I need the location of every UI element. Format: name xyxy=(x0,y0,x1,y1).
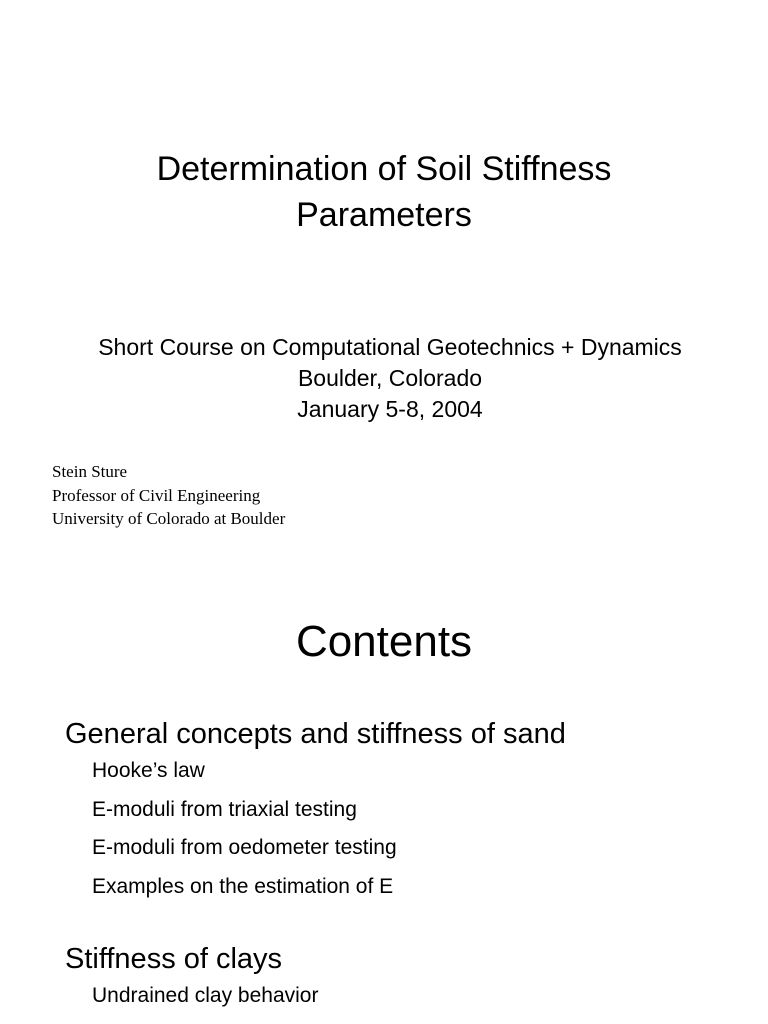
author-affiliation: University of Colorado at Boulder xyxy=(52,509,286,528)
section-items-clays xyxy=(92,983,318,1022)
list-item: Examples on the estimation of E xyxy=(92,874,394,898)
course-dates: January 5-8, 2004 xyxy=(297,396,483,422)
course-name: Short Course on Computational Geotechnics + Dynamics xyxy=(98,334,682,360)
author-info xyxy=(52,460,285,531)
section-heading-clays: Stiffness of clays xyxy=(65,943,283,975)
slide-title xyxy=(0,146,768,238)
section-heading-sand: General concepts and stiffness of sand xyxy=(65,718,566,750)
list-item: E-moduli from oedometer testing xyxy=(92,836,397,859)
author-position: Professor of Civil Engineering xyxy=(52,485,261,505)
course-info xyxy=(0,332,768,425)
author-name: Stein Sture xyxy=(52,462,128,481)
title-line-1: Determination of Soil Stiffness xyxy=(156,150,612,188)
title-line-2: Parameters xyxy=(296,196,472,234)
list-item: Hooke’s law xyxy=(92,759,205,782)
section-items-sand xyxy=(92,758,397,912)
list-item: E-moduli from triaxial testing xyxy=(92,797,357,821)
course-location: Boulder, Colorado xyxy=(297,365,483,391)
list-item: Undrained clay behavior xyxy=(92,984,319,1007)
contents-heading: Contents xyxy=(295,617,473,666)
